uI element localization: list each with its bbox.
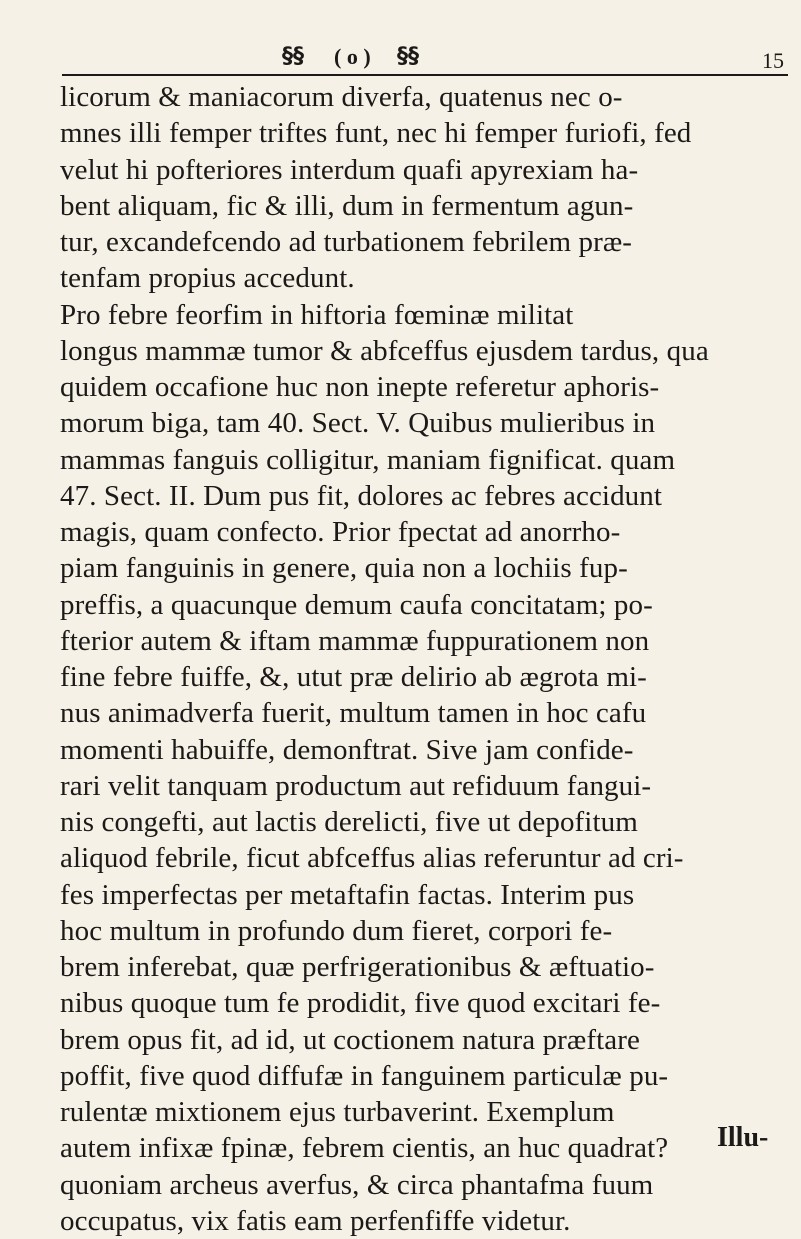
text-line: morum biga, tam 40. Sect. V. Quibus mulieribus in xyxy=(60,407,656,440)
text-line: magis, quam confecto. Prior fpectat ad anorrho- xyxy=(60,516,621,548)
body-text xyxy=(60,79,790,1239)
text-line: velut hi pofteriores interdum quafi apyrexiam ha- xyxy=(60,153,639,186)
text-line: autem infixæ fpinæ, febrem cientis, an huc quadrat? xyxy=(60,1132,669,1165)
text-line: aliquod febrile, ficut abfceffus alias referuntur ad cri- xyxy=(60,842,684,875)
header-ornament-center: ( o ) xyxy=(334,44,371,69)
text-line: momenti habuiffe, demonftrat. Sive jam confide- xyxy=(60,733,634,766)
text-line: nibus quoque tum fe prodidit, five quod excitari fe- xyxy=(60,987,661,1020)
text-line: Pro febre feorfim in hiftoria fœminæ militat xyxy=(60,298,574,331)
text-line: mnes illi femper triftes funt, nec hi femper furiofi, fed xyxy=(60,117,692,150)
page-number: 15 xyxy=(762,48,784,73)
text-line: occupatus, vix fatis eam perfenfiffe videtur. xyxy=(60,1204,571,1237)
text-line: preffis, a quacunque demum caufa concitatam; po- xyxy=(60,588,653,621)
text-line: licorum & maniacorum diverfa, quatenus nec o- xyxy=(60,81,623,113)
text-line: fine febre fuiffe, &, utut præ delirio ab ægrota mi- xyxy=(60,661,647,693)
text-line: nis congefti, aut lactis derelicti, five ut depofitum xyxy=(60,806,638,838)
text-line: piam fanguinis in genere, quia non a lochiis fup- xyxy=(60,552,628,585)
text-line: fes imperfectas per metaftafin factas. Interim pus xyxy=(60,878,635,911)
text-line: rulentæ mixtionem ejus turbaverint. Exemplum xyxy=(60,1096,615,1128)
text-line: brem opus fit, ad id, ut coctionem natura præftare xyxy=(60,1023,640,1056)
text-line: quidem occafione huc non inepte referetur aphoris- xyxy=(60,371,660,403)
text-line: bent aliquam, fic & illi, dum in fermentum agun- xyxy=(60,189,634,222)
text-line: nus animadverfa fuerit, multum tamen in hoc cafu xyxy=(60,697,647,730)
text-line: brem inferebat, quæ perfrigerationibus & æftuatio- xyxy=(60,951,655,983)
text-line: mammas fanguis colligitur, maniam fignificat. quam xyxy=(60,443,676,476)
header-ornament-left: §§ xyxy=(282,44,304,69)
text-line: 47. Sect. II. Dum pus fit, dolores ac febres accidunt xyxy=(60,479,663,512)
text-line: longus mammæ tumor & abfceffus ejusdem tardus, qua xyxy=(60,334,709,367)
text-line: fterior autem & iftam mammæ fuppurationem non xyxy=(60,624,650,657)
header-rule xyxy=(62,74,788,76)
header-ornament-right: §§ xyxy=(397,44,419,69)
text-line: poffit, five quod diffufæ in fanguinem particulæ pu- xyxy=(60,1059,669,1092)
page-header xyxy=(62,6,788,76)
text-line: quoniam archeus averfus, & circa phantafma fuum xyxy=(60,1168,654,1201)
catchword: Illu- xyxy=(717,1122,769,1153)
text-line: tur, excandefcendo ad turbationem febrilem præ- xyxy=(60,226,633,258)
text-line: tenfam propius accedunt. xyxy=(60,262,355,295)
text-line: rari velit tanquam productum aut refiduum fangui- xyxy=(60,769,652,802)
text-line: hoc multum in profundo dum fieret, corpori fe- xyxy=(60,914,613,947)
